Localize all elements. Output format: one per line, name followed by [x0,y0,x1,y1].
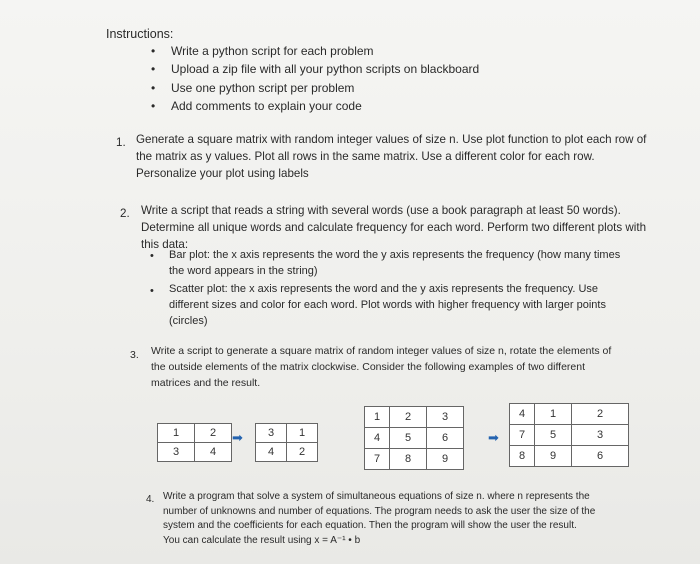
matrix-2x2-after [255,423,318,462]
instructions-title: Instructions: [106,27,174,41]
instruction-bullet [151,44,511,60]
problem-3-line: the outside elements of the matrix clockwise. Consider the following examples of two different [151,361,586,373]
matrix-cell: 4 [510,404,535,425]
bullet-text: Use one python script per problem [171,81,355,95]
matrix-cell: 2 [287,443,318,462]
right-arrow-icon: ➡ [232,430,243,445]
problem-1-line: the matrix as y values. Plot all rows in the same matrix. Use a different color for each row. [136,150,595,163]
problem-4-number: 4. [146,494,155,505]
matrix-cell: 6 [427,428,464,449]
bullet-text: Write a python script for each problem [171,44,374,58]
matrix-cell: 1 [365,407,390,428]
matrix-cell: 1 [287,424,318,443]
problem-4-line: Write a program that solve a system of simultaneous equations of size n. where n represents the [163,491,590,502]
instruction-bullet [151,81,511,97]
scatter-plot-line: Scatter plot: the x axis represents the word and the y axis represents the frequency. Use [169,283,599,295]
matrix-cell: 3 [256,424,287,443]
instruction-bullet [151,62,511,78]
matrix-cell: 7 [365,449,390,470]
matrix-cell: 1 [535,404,572,425]
bar-plot-line: Bar plot: the x axis represents the word the y axis represents the frequency (how many times [169,249,621,261]
matrix-3x3-before [364,406,464,470]
matrix-cell: 4 [256,443,287,462]
matrix-cell: 3 [572,425,629,446]
problem-2-scatter-plot [169,281,669,329]
problem-2-line: Write a script that reads a string with several words (use a book paragraph at least 50 words). [141,204,621,217]
matrix-cell: 2 [572,404,629,425]
matrix-cell: 6 [572,446,629,467]
instruction-bullet [151,99,511,115]
problem-4-line: You can calculate the result using x = A⁻¹ • b [163,534,361,546]
matrix-cell: 4 [365,428,390,449]
problem-1-number: 1. [116,136,126,149]
problem-1-text [136,131,686,182]
matrix-3x3-after [509,403,629,467]
bar-plot-line: the word appears in the string) [169,265,318,277]
problem-3-line: matrices and the result. [151,377,261,389]
matrix-cell: 3 [427,407,464,428]
problem-2-number: 2. [120,207,130,220]
right-arrow-icon: ➡ [488,430,499,445]
matrix-cell: 7 [510,425,535,446]
problem-2-line: this data: [141,238,189,251]
matrix-cell: 9 [427,449,464,470]
problem-4-line: number of unknowns and number of equations. The program needs to ask the user the size of the [163,505,596,517]
matrix-cell: 2 [195,424,232,443]
bullet-dot: • [151,44,156,58]
bullet-dot: • [151,99,156,113]
matrix-cell: 2 [390,407,427,428]
problem-1-line: Personalize your plot using labels [136,167,309,180]
problem-3-number: 3. [130,349,139,361]
problem-2-sub-bullet-dot: • [150,285,154,297]
matrix-cell: 3 [158,443,195,462]
bullet-dot: • [151,62,156,76]
bullet-dot: • [151,81,156,95]
matrix-cell: 1 [158,424,195,443]
problem-3-line: Write a script to generate a square matrix of random integer values of size n, rotate the elements of [151,345,612,357]
problem-1-line: Generate a square matrix with random integer values of size n. Use plot function to plot each row of [136,133,647,146]
matrix-cell: 9 [535,446,572,467]
bullet-text: Upload a zip file with all your python scripts on blackboard [171,62,480,76]
matrix-cell: 4 [195,443,232,462]
problem-4-line: system and the coefficients for each equation. Then the program will show the user the result. [163,520,577,531]
problem-3-text [151,343,671,391]
scatter-plot-line: (circles) [169,315,208,327]
matrix-cell: 8 [390,449,427,470]
matrix-cell: 5 [535,425,572,446]
problem-4-text [163,490,633,548]
bullet-text: Add comments to explain your code [171,99,362,113]
matrix-cell: 5 [390,428,427,449]
matrix-2x2-before [157,423,232,462]
problem-2-line: Determine all unique words and calculate frequency for each word. Perform two different plots with [141,221,647,234]
problem-2-bar-plot [169,247,669,279]
matrix-cell: 8 [510,446,535,467]
problem-2-text [141,202,681,253]
problem-2-sub-bullet-dot: • [150,250,154,262]
scatter-plot-line: different sizes and color for each word. Plot words with higher frequency with larger points [169,299,606,311]
